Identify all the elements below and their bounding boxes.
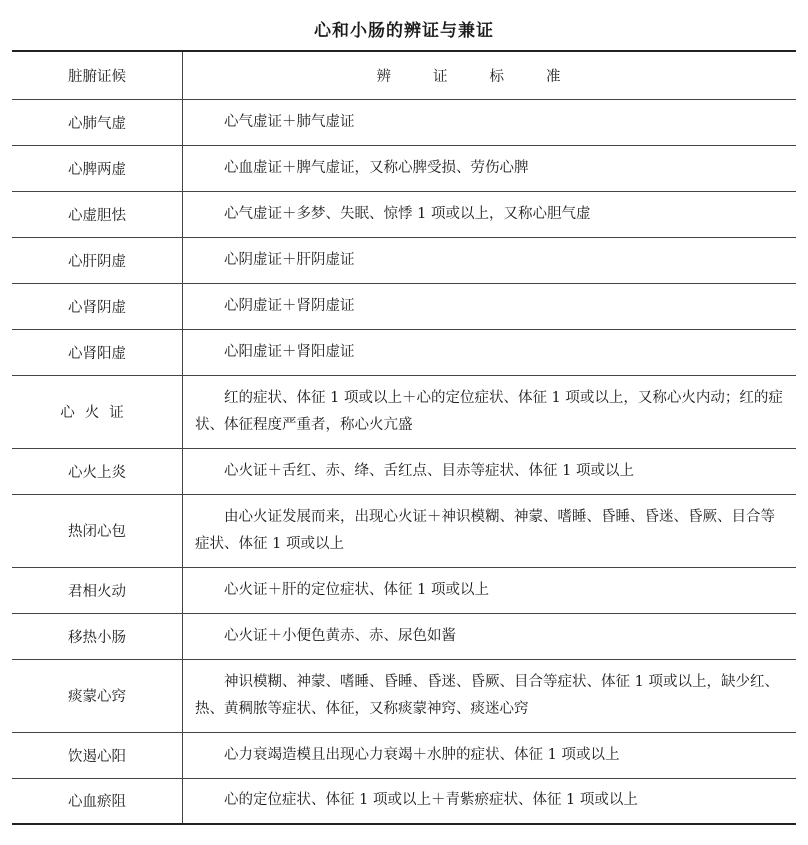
table-row (12, 613, 796, 659)
table-row (12, 283, 796, 329)
table-row (12, 237, 796, 283)
syndrome-name: 心火证 (12, 375, 183, 448)
syndrome-name: 心虚胆怯 (12, 191, 183, 237)
table-row (12, 329, 796, 375)
syndrome-name: 心肾阳虚 (12, 329, 183, 375)
table-row (12, 778, 796, 824)
syndrome-name: 心血瘀阻 (12, 778, 183, 824)
table-row (12, 732, 796, 778)
syndrome-criteria: 心气虚证＋多梦、失眠、惊悸 1 项或以上，又称心胆气虚 (224, 205, 591, 222)
table-row (12, 99, 796, 145)
syndrome-criteria: 心阴虚证＋肝阴虚证 (224, 251, 355, 268)
syndrome-criteria: 由心火证发展而来，出现心火证＋神识模糊、神蒙、嗜睡、昏睡、昏迷、昏厥、目合等症状、体征 1 项或以上 (195, 508, 775, 552)
syndrome-criteria: 心血虚证＋脾气虚证，又称心脾受损、劳伤心脾 (224, 159, 529, 176)
syndrome-table (12, 50, 796, 825)
syndrome-name: 心火上炎 (12, 448, 183, 494)
syndrome-criteria: 心气虚证＋肺气虚证 (224, 113, 355, 130)
syndrome-name: 热闭心包 (12, 494, 183, 567)
syndrome-name: 移热小肠 (12, 613, 183, 659)
table-row (12, 659, 796, 732)
table-row (12, 191, 796, 237)
syndrome-name: 心肾阴虚 (12, 283, 183, 329)
syndrome-criteria: 心的定位症状、体征 1 项或以上＋青紫瘀症状、体征 1 项或以上 (224, 792, 638, 809)
table-row (12, 145, 796, 191)
syndrome-name: 心肺气虚 (12, 99, 183, 145)
table-row (12, 494, 796, 567)
header-criteria: 辨证标准 (376, 68, 603, 85)
syndrome-name: 痰蒙心窍 (12, 659, 183, 732)
syndrome-criteria: 神识模糊、神蒙、嗜睡、昏睡、昏迷、昏厥、目合等症状、体征 1 项或以上，缺少红、热、黄稠脓等症状、体征，又称痰蒙神窍、痰迷心窍 (195, 673, 779, 717)
header-syndrome: 脏腑证候 (12, 51, 183, 99)
syndrome-criteria: 心火证＋小便色黄赤、赤、尿色如酱 (224, 627, 456, 644)
syndrome-criteria: 心火证＋肝的定位症状、体征 1 项或以上 (224, 581, 489, 598)
table-row (12, 567, 796, 613)
syndrome-criteria: 红的症状、体征 1 项或以上＋心的定位症状、体征 1 项或以上，又称心火内动；红的症状、体征程度严重者，称心火亢盛 (195, 389, 783, 433)
syndrome-name: 饮遏心阳 (12, 732, 183, 778)
table-row (12, 448, 796, 494)
syndrome-name: 心肝阴虚 (12, 237, 183, 283)
syndrome-criteria: 心阴虚证＋肾阴虚证 (224, 297, 355, 314)
table-title: 心和小肠的辨证与兼证 (314, 21, 494, 41)
syndrome-criteria: 心火证＋舌红、赤、绛、舌红点、目赤等症状、体征 1 项或以上 (224, 462, 634, 479)
table-header-row (12, 51, 796, 99)
syndrome-name: 君相火动 (12, 567, 183, 613)
syndrome-name: 心脾两虚 (12, 145, 183, 191)
table-row (12, 375, 796, 448)
syndrome-criteria: 心力衰竭造模且出现心力衰竭＋水肿的症状、体征 1 项或以上 (224, 746, 620, 763)
syndrome-criteria: 心阳虚证＋肾阳虚证 (224, 343, 355, 360)
